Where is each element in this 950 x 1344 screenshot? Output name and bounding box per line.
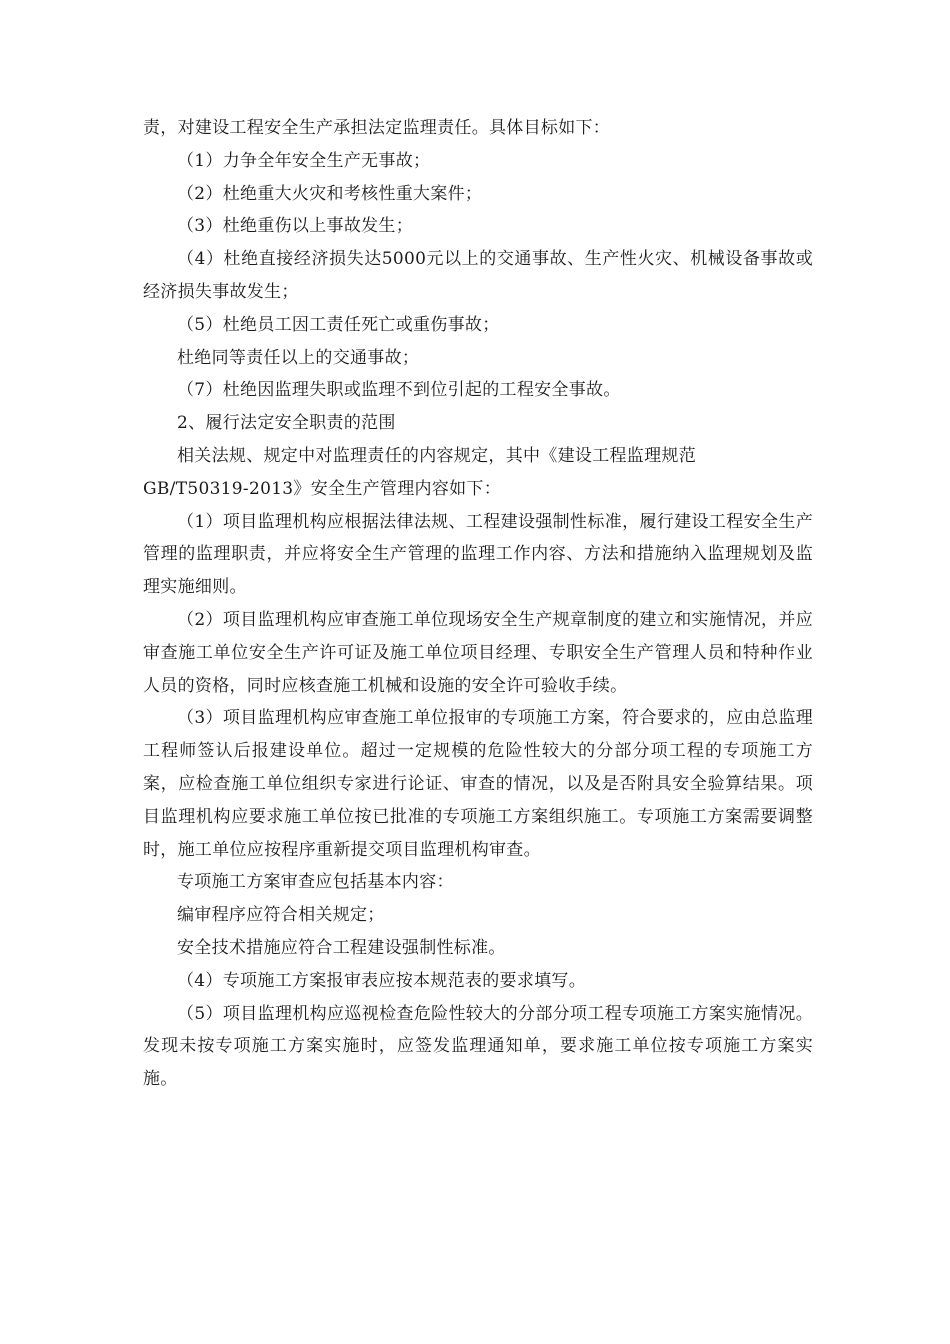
review-content-heading: 专项施工方案审查应包括基本内容： <box>177 872 454 893</box>
rule-item-1: （1）项目监理机构应根据法律法规、工程建设强制性标准，履行建设工程安全生产管理的监理职责，并应将安全生产管理的监理工作内容、方法和措施纳入监理规划及监理实施细则。 <box>143 511 813 598</box>
goal-item-4: （4）杜绝直接经济损失达5000元以上的交通事故、生产性火灾、机械设备事故或经济损失事故发生； <box>143 249 813 302</box>
goal-item-1: （1）力争全年安全生产无事故； <box>177 150 431 171</box>
review-content-item-2: 安全技术措施应符合工程建设强制性标准。 <box>177 937 506 958</box>
review-content-item-1: 编审程序应符合相关规定； <box>177 905 385 926</box>
goal-item-2: （2）杜绝重大火灾和考核性重大案件； <box>177 183 483 204</box>
paragraph-regulation-intro-continuation: GB/T50319-2013》安全生产管理内容如下： <box>143 478 502 499</box>
section-heading-2: 2、履行法定安全职责的范围 <box>177 413 396 434</box>
goal-item-7: （7）杜绝因监理失职或监理不到位引起的工程安全事故。 <box>177 380 621 401</box>
goal-item-3: （3）杜绝重伤以上事故发生； <box>177 216 414 237</box>
rule-item-3: （3）项目监理机构应审查施工单位报审的专项施工方案，符合要求的，应由总监理工程师签认后报建设单位。超过一定规模的危险性较大的分部分项工程的专项施工方案，应检查施工单位组织专家进行论证、审查的情况，以及是否附具安全验算结果。项目监理机构应要求施工单位按已批准的专项施工方案组织施工。专项施工方案需要调整时，施工单位应按程序重新提交项目监理机构审查。 <box>143 708 813 860</box>
goal-item-6: 杜绝同等责任以上的交通事故； <box>177 347 420 368</box>
rule-item-4: （4）专项施工方案报审表应按本规范表的要求填写。 <box>177 970 587 991</box>
rule-item-5: （5）项目监理机构应巡视检查危险性较大的分部分项工程专项施工方案实施情况。发现未按专项施工方案实施时，应签发监理通知单，要求施工单位按专项施工方案实施。 <box>143 1003 813 1090</box>
paragraph-intro-continuation: 责，对建设工程安全生产承担法定监理责任。具体目标如下： <box>143 118 611 138</box>
goal-item-5: （5）杜绝员工因工责任死亡或重伤事故； <box>177 314 500 335</box>
paragraph-regulation-intro: 相关法规、规定中对监理责任的内容规定，其中《建设工程监理规范 <box>177 445 696 466</box>
rule-item-2: （2）项目监理机构应审查施工单位现场安全生产规章制度的建立和实施情况，并应审查施工单位安全生产许可证及施工单位项目经理、专职安全生产管理人员和特种作业人员的资格，同时应核查施工机械和设施的安全许可验收手续。 <box>143 609 813 696</box>
document-body <box>143 112 813 1096</box>
